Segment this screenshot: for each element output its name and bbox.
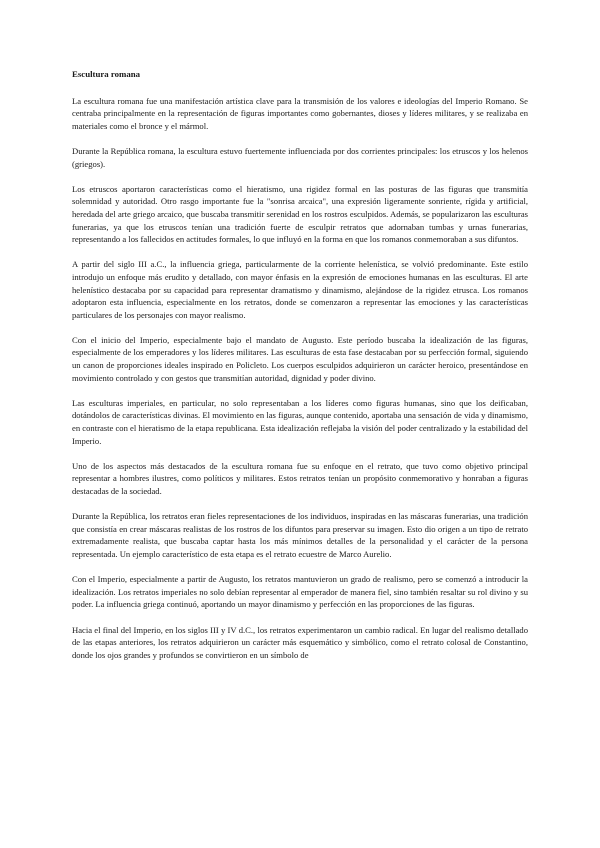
paragraph-etruscans: Los etruscos aportaron características como el hieratismo, una rigidez formal en las posturas de las figuras que transmitía solemnidad y autoridad. Otro rasgo importante fue la "sonrisa arcaica", una expresión ligeramente sonriente, rígida y artificial, heredada del arte griego arcaico, que buscaba transmitir serenidad en los rostros esculpidos. Además, se popularizaron las esculturas funerarias, ya que los etruscos tenían una tradición fuerte de esculpir retratos que adornaban tumbas y urnas funerarias, representando a los fallecidos en actitudes formales, lo que influyó en la forma en que los romanos conmemoraban a sus difuntos. xyxy=(72,183,528,245)
paragraph-late-empire: Hacia el final del Imperio, en los siglos III y IV d.C., los retratos experimentaron un cambio radical. En lugar del realismo detallado de las etapas anteriores, los retratos adquirieron un carácter más esquemático y simbólico, como el retrato colosal de Constantino, donde los ojos grandes y profundos se convirtieron en un símbolo de xyxy=(72,624,528,660)
paragraph-portrait-focus: Uno de los aspectos más destacados de la escultura romana fue su enfoque en el retrato, que tuvo como objetivo principal representar a hombres ilustres, como políticos y militares. Estos retratos tenían un propósito conmemorativo y honraban a figuras destacadas de la sociedad. xyxy=(72,460,528,496)
paragraph-republic-influences: Durante la República romana, la escultura estuvo fuertemente influenciada por dos corrientes principales: los etruscos y los helenos (griegos). xyxy=(72,145,528,169)
paragraph-republic-portraits: Durante la República, los retratos eran fieles representaciones de los individuos, inspiradas en las máscaras funerarias, una tradición que consistía en crear máscaras realistas de los rostros de los difuntos para preservar su imagen. Esto dio origen a un tipo de retrato extremadamente realista, que buscaba captar hasta los más mínimos detalles de la personalidad y el carácter de la persona representada. Un ejemplo característico de esta etapa es el retrato ecuestre de Marco Aurelio. xyxy=(72,511,528,559)
document-title: Escultura romana xyxy=(72,69,141,79)
paragraph-intro: La escultura romana fue una manifestación artística clave para la transmisión de los valores e ideologías del Imperio Romano. Se centraba principalmente en la representación de figuras importantes como gobernantes, dioses y líderes militares, y se realizaba en materiales como el bronce y el mármol. xyxy=(72,95,528,131)
document-page xyxy=(72,68,528,674)
paragraph-greek-influence: A partir del siglo III a.C., la influencia griega, particularmente de la corriente helenística, se volvió predominante. Este estilo introdujo un enfoque más erudito y detallado, con mayor énfasis en la expresión de emociones humanas en las esculturas. El arte helenístico destacaba por su capacidad para representar dramatismo y dinamismo, alejándose de la rigidez etrusca. Los romanos adoptaron esta influencia, especialmente en los retratos, donde se comenzaron a representar las emociones y las características particulares de los personajes con mayor realismo. xyxy=(72,259,528,320)
paragraph-empire-portraits: Con el Imperio, especialmente a partir de Augusto, los retratos mantuvieron un grado de realismo, pero se comenzó a introducir la idealización. Los retratos imperiales no solo debían representar al emperador de manera fiel, sino también resaltar su rol divino y su poder. La influencia griega continuó, aportando un mayor dinamismo y perfección en las proporciones de las figuras. xyxy=(72,574,528,610)
paragraph-augustus: Con el inicio del Imperio, especialmente bajo el mandato de Augusto. Este período buscaba la idealización de las figuras, especialmente de los emperadores y los líderes militares. Las esculturas de esta fase destacaban por su perfección formal, siguiendo un canon de proporciones ideales inspirado en Policleto. Los cuerpos esculpidos adquirieron un carácter heroico, presentándose en movimiento controlado y con gestos que transmitían autoridad, dignidad y poder divino. xyxy=(72,334,528,383)
paragraph-imperial-sculptures: Las esculturas imperiales, en particular, no solo representaban a los líderes como figuras humanas, sino que los deificaban, dotándolos de características divinas. El movimiento en las figuras, aunque contenido, aportaba una sensación de vida y dinamismo, en contraste con el hieratismo de la etapa republicana. Esta idealización reflejaba la visión del poder centralizado y la estabilidad del Imperio. xyxy=(72,397,528,446)
